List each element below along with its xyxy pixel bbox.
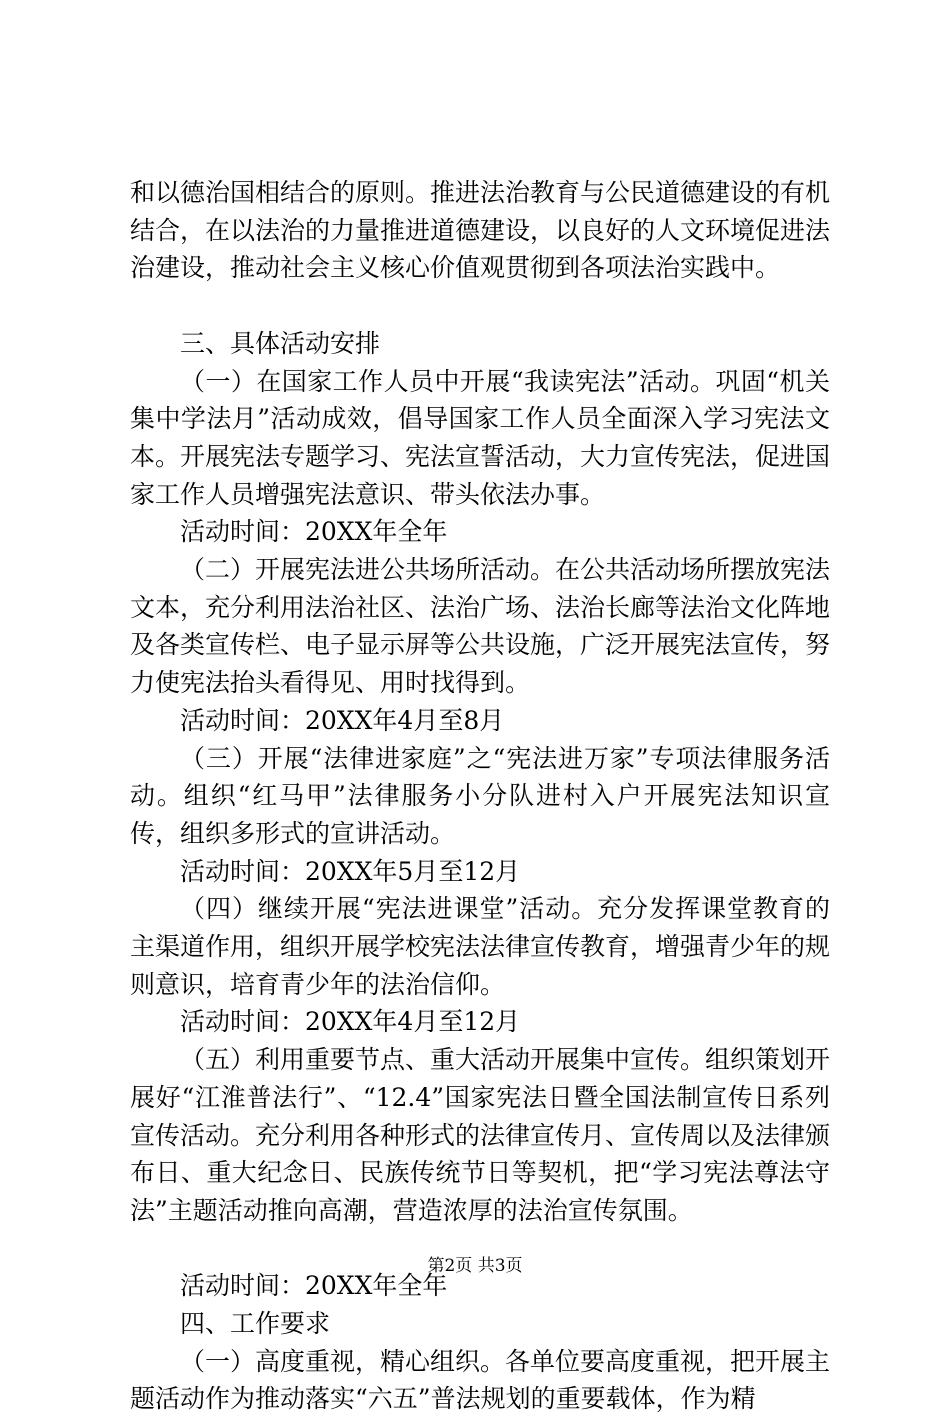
page-footer: 第2页 共3页 [427,1256,523,1276]
activity-time-4: 活动时间：20XX年4月至12月 [180,1007,521,1037]
document-body [130,174,830,1418]
activity-time-2: 活动时间：20XX年4月至8月 [180,705,505,735]
paragraph-activity-5: （五）利用重要节点、重大活动开展集中宣传。组织策划开展好“江淮普法行”、“12.4”国家宪法日暨全国法制宣传日系列宣传活动。充分利用各种形式的法律宣传月、宣传周以及法律颁布日、重大纪念日、民族传统节日等契机，把“学习宪法尊法守法”主题活动推向高潮，营造浓厚的法治宣传氛围。 [130,1045,831,1225]
paragraph-activity-4: （四）继续开展“宪法进课堂”活动。充分发挥课堂教育的主渠道作用，组织开展学校宪法法律宣传教育，增强青少年的规则意识，培育青少年的法治信仰。 [130,894,831,999]
paragraph-activity-3: （三）开展“法律进家庭”之“宪法进万家”专项法律服务活动。组织“红马甲”法律服务小分队进村入户开展宪法知识宣传，组织多形式的宣讲活动。 [130,743,830,848]
paragraph-requirement-1: （一）高度重视，精心组织。各单位要高度重视，把开展主题活动作为推动落实“六五”普法规划的重要载体，作为精 [130,1346,831,1414]
paragraph-activity-2: （二）开展宪法进公共场所活动。在公共活动场所摆放宪法文本，充分利用法治社区、法治广场、法治长廊等法治文化阵地及各类宣传栏、电子显示屏等公共设施，广泛开展宪法宣传，努力使宪法抬头看得见、用时找得到。 [130,555,831,698]
section-heading-3: 三、具体活动安排 [180,328,381,358]
activity-time-5: 活动时间：20XX年全年 [180,1271,448,1301]
paragraph-activity-1: （一）在国家工作人员中开展“我读宪法”活动。巩固“机关集中学法月”活动成效，倡导国家工作人员全面深入学习宪法文本。开展宪法专题学习、宪法宣誓活动，大力宣传宪法，促进国家工作人员增强宪法意识、带头依法办事。 [130,366,831,509]
section-heading-4: 四、工作要求 [180,1309,331,1339]
activity-time-3: 活动时间：20XX年5月至12月 [180,856,521,886]
activity-time-1: 活动时间：20XX年全年 [180,517,448,547]
paragraph-continuation: 和以德治国相结合的原则。推进法治教育与公民道德建设的有机结合，在以法治的力量推进道德建设，以良好的人文环境促进法治建设，推动社会主义核心价值观贯彻到各项法治实践中。 [130,178,831,283]
